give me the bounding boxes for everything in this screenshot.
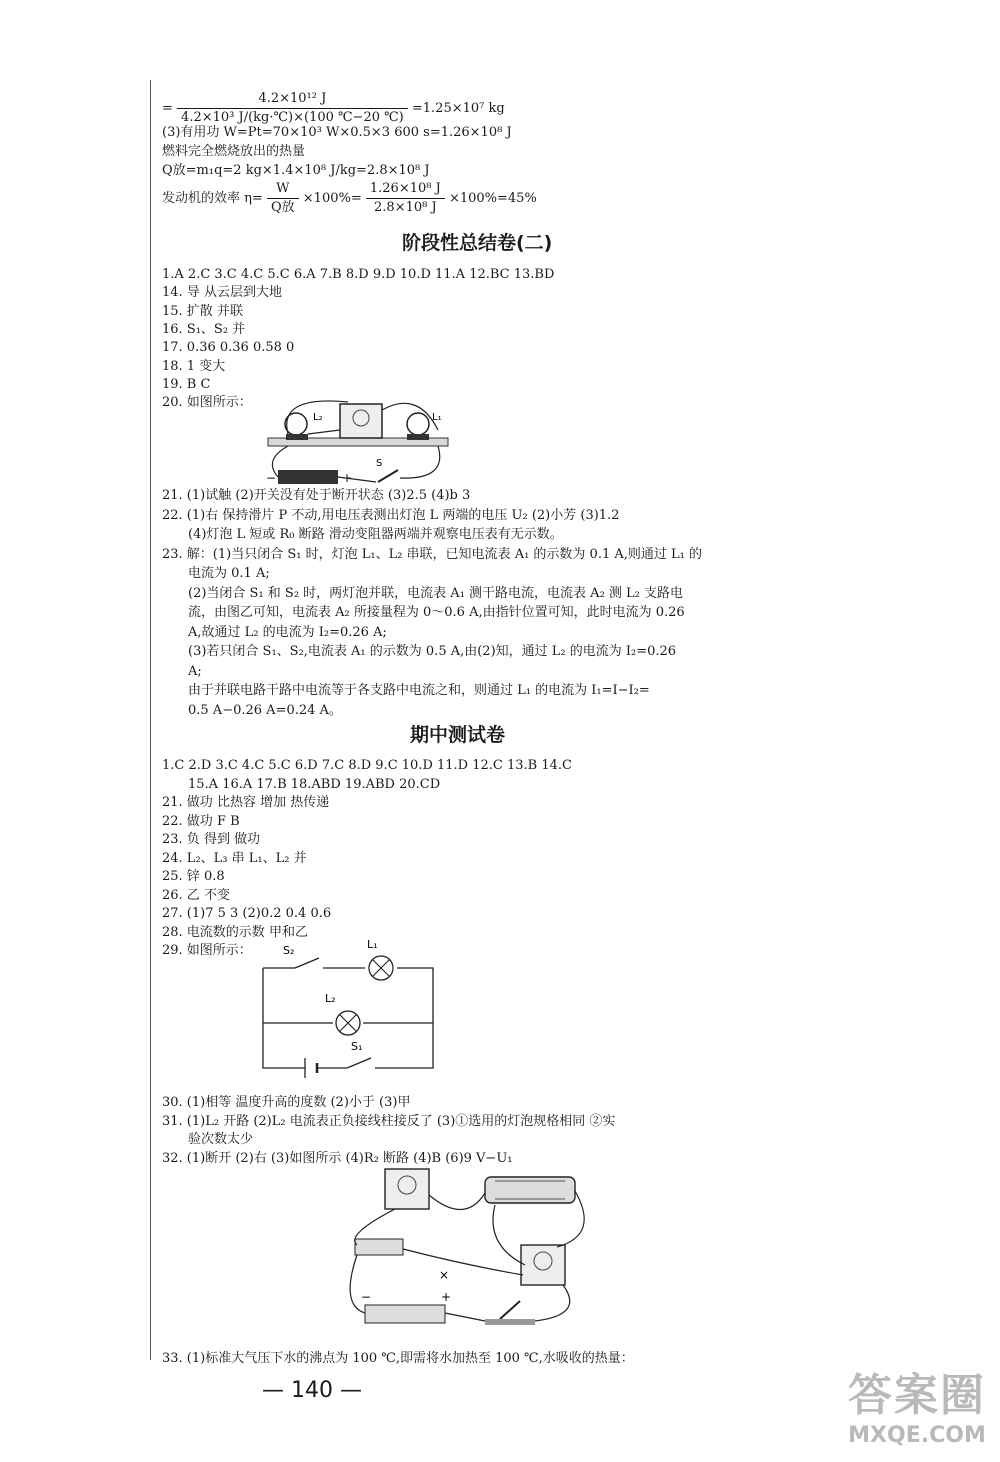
text-line: (3)若只闭合 S₁、S₂,电流表 A₁ 的示数为 0.5 A,由(2)知，通过 L₂ 的电流为 I₂=0.26 xyxy=(188,644,677,659)
fraction-numerator: 4.2×10¹² J xyxy=(177,90,408,109)
page-number: — 140 — xyxy=(262,1378,362,1403)
text-line: 0.5 A−0.26 A=0.24 A。 xyxy=(188,702,342,718)
text-line: 25. 锌 0.8 xyxy=(162,869,225,884)
text-line: 30. (1)相等 温度升高的度数 (2)小于 (3)甲 xyxy=(162,1095,411,1110)
label-s1: S₁ xyxy=(351,1040,363,1053)
equation-line-1 xyxy=(162,90,505,127)
section-title: 期中测试卷 xyxy=(410,724,506,746)
fraction-numerator: 1.26×10⁸ J xyxy=(366,180,445,199)
fraction xyxy=(177,90,408,127)
text-line: 23. 解：(1)当只闭合 S₁ 时，灯泡 L₁、L₂ 串联，已知电流表 A₁ 的示数为 0.1 A,则通过 L₁ 的 xyxy=(162,546,702,562)
bulb-base xyxy=(286,434,308,440)
switch-icon xyxy=(500,1301,520,1319)
text-line: 燃料完全燃烧放出的热量 xyxy=(162,144,306,159)
watermark-url: MXQE.COM xyxy=(848,1423,986,1448)
switch-s1-icon xyxy=(347,1058,371,1068)
battery-minus: − xyxy=(361,1290,372,1304)
text-line: 27. (1)7 5 3 (2)0.2 0.4 0.6 xyxy=(162,906,332,921)
text-line: (4)灯泡 L 短或 R₀ 断路 滑动变阻器两端并观察电压表有无示数。 xyxy=(188,527,563,542)
text-line: 29. 如图所示： xyxy=(162,943,252,958)
label-s2: S₂ xyxy=(283,944,295,957)
fraction-numerator: W xyxy=(267,180,299,199)
label-l1: L₁ xyxy=(432,412,442,423)
text-line: 22. (1)右 保持滑片 P 不动,用电压表测出灯泡 L 两端的电压 U₂ (2)小芳 (3)1.2 xyxy=(162,507,620,523)
text-line: 26. 乙 不变 xyxy=(162,887,230,903)
text-line: 14. 导 从云层到大地 xyxy=(162,285,282,301)
text-line: 流，由图乙可知，电流表 A₂ 所接量程为 0～0.6 A,由指针位置可知，此时电流为 0.26 xyxy=(188,605,685,620)
text-line: 22. 做功 F B xyxy=(162,813,240,829)
fraction xyxy=(267,180,299,217)
label-s: S xyxy=(376,458,383,469)
section-title: 阶段性总结卷(二) xyxy=(402,232,553,254)
watermark-text: 答案圈 xyxy=(848,1370,986,1421)
switch-s2-icon xyxy=(295,958,319,968)
switch-base xyxy=(485,1319,535,1325)
battery-plus: + xyxy=(342,471,353,485)
eq-part: ×100%=45% xyxy=(448,191,537,206)
margin-line xyxy=(150,80,151,1360)
text-line: 21. 做功 比热容 增加 热传递 xyxy=(162,795,330,810)
text-line: 31. (1)L₂ 开路 (2)L₂ 电流表正负接线柱接反了 (3)①选用的灯泡规格相同 ②实 xyxy=(162,1113,616,1129)
text-line: 电流为 0.1 A; xyxy=(188,566,270,581)
text-line: Q放=m₁q=2 kg×1.4×10⁸ J/kg=2.8×10⁸ J xyxy=(162,163,430,178)
watermark xyxy=(848,1359,986,1448)
text-line: 16. S₁、S₂ 并 xyxy=(162,321,246,337)
bulb-base xyxy=(407,434,429,440)
battery-icon xyxy=(278,470,338,484)
text-line: A; xyxy=(188,663,202,679)
label-l2: L₂ xyxy=(325,992,336,1005)
text-line: 由于并联电路干路中电流等于各支路中电流之和，则通过 L₁ 的电流为 I₁=I−I₂= xyxy=(188,683,650,698)
text-line: A,故通过 L₂ 的电流为 I₂=0.26 A; xyxy=(188,624,387,640)
text-line: 21. (1)试触 (2)开关没有处于断开状态 (3)2.5 (4)b 3 xyxy=(162,488,471,503)
fraction-denominator: Q放 xyxy=(270,200,295,215)
text-line: (3)有用功 W=Pt=70×10³ W×0.5×3 600 s=1.26×10⁸ J xyxy=(162,125,512,140)
battery-plus: + xyxy=(441,1290,452,1304)
text-line: 15.A 16.A 17.B 18.ABD 19.ABD 20.CD xyxy=(188,776,441,792)
circuit-diagram-20 xyxy=(258,390,458,500)
text-line: 32. (1)断开 (2)右 (3)如图所示 (4)R₂ 断路 (4)B (6)9 V−U₁ xyxy=(162,1150,513,1166)
fraction-denominator: 2.8×10⁸ J xyxy=(374,200,437,215)
text-line: 28. 电流数的示数 甲和乙 xyxy=(162,924,308,940)
text-line: (2)当闭合 S₁ 和 S₂ 时，两灯泡并联，电流表 A₁ 测干路电流，电流表 A₂ 测 L₂ 支路电 xyxy=(188,585,684,601)
text-line: 15. 扩散 并联 xyxy=(162,303,243,319)
resistor-icon xyxy=(355,1239,403,1255)
text-line: 20. 如图所示： xyxy=(162,395,252,411)
label-l1: L₁ xyxy=(367,938,378,951)
text-line: 24. L₂、L₃ 串 L₁、L₂ 并 xyxy=(162,850,307,866)
text-line: 18. 1 变大 xyxy=(162,358,226,374)
bulb-icon xyxy=(407,413,429,435)
voltmeter-icon xyxy=(521,1245,565,1285)
text-line: 19. B C xyxy=(162,376,211,392)
text-line: 17. 0.36 0.36 0.58 0 xyxy=(162,340,295,356)
switch-icon xyxy=(378,470,398,482)
battery-minus: − xyxy=(266,471,277,485)
text-line: 验次数太少 xyxy=(188,1132,254,1147)
equation-line-efficiency xyxy=(162,180,537,217)
text-line: 1.C 2.D 3.C 4.C 5.C 6.D 7.C 8.D 9.C 10.D 11.D 12.C 13.B 14.C xyxy=(162,758,572,773)
cross-mark: × xyxy=(439,1268,450,1282)
label-l2: L₂ xyxy=(313,412,323,423)
text-line: 33. (1)标准大气压下水的沸点为 100 ℃,即需将水加热至 100 ℃,水吸收的热量： xyxy=(162,1351,634,1366)
battery-icon xyxy=(365,1305,445,1323)
eq-rhs: =1.25×10⁷ kg xyxy=(411,101,505,116)
eq-lhs: = xyxy=(162,101,173,116)
text-line: 23. 负 得到 做功 xyxy=(162,832,261,847)
text-line: 1.A 2.C 3.C 4.C 5.C 6.A 7.B 8.D 9.D 10.D 11.A 12.BC 13.BD xyxy=(162,267,555,282)
ammeter-icon xyxy=(340,404,382,438)
circuit-diagram-29 xyxy=(255,938,445,1088)
circuit-diagram-32 xyxy=(335,1165,605,1345)
eq-part: ×100%= xyxy=(302,191,362,206)
fraction-denominator: 4.2×10³ J/(kg·℃)×(100 ℃−20 ℃) xyxy=(181,110,404,125)
fraction xyxy=(366,180,445,217)
eq-part: 发动机的效率 η= xyxy=(162,191,263,206)
voltmeter-icon xyxy=(385,1169,429,1209)
